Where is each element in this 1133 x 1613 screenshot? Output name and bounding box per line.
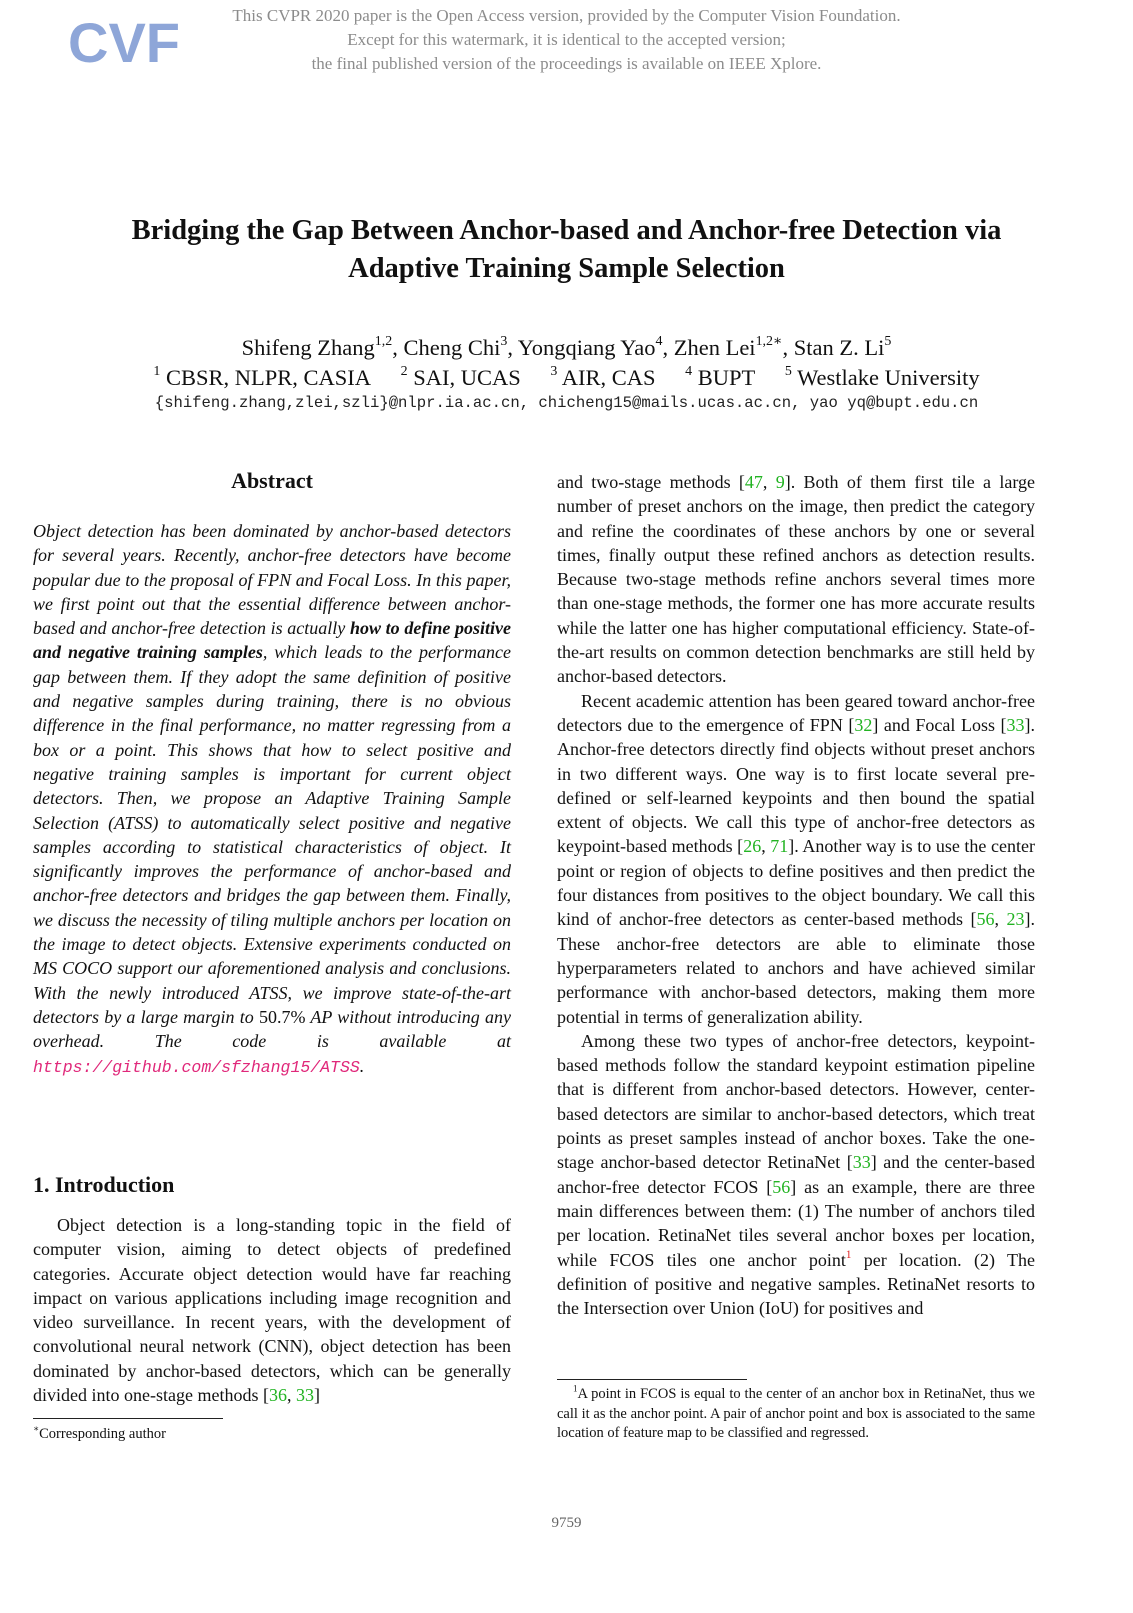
body-text: ] as an example, there are three main differences between them: (1) The number of anchors tiled per location. RetinaNet tiles several anchor boxes per location, while FCOS tiles one anchor point — [557, 1176, 1035, 1270]
affiliation — [401, 365, 521, 390]
code-url-link[interactable]: https://github.com/sfzhang15/ATSS — [33, 1057, 360, 1077]
footnote-text: Corresponding author — [39, 1426, 166, 1442]
intro-body-right — [557, 470, 1035, 1320]
paper-title-line-1: Bridging the Gap Between Anchor-based and Anchor-free Detection via — [131, 215, 1002, 246]
footnote-mark-link[interactable]: 1 — [845, 1248, 852, 1261]
abstract-ap-value: 50.7% — [258, 1006, 306, 1027]
affiliation-name: CBSR, NLPR, CASIA — [165, 365, 372, 390]
body-text: , — [762, 472, 776, 492]
body-text: Among these two types of anchor-free detectors, keypoint-based methods follow the standard keypoint estimation pipeline that is different from anchor-based detectors. However, center-based detectors are similar to anchor-based detectors, which treat points as preset samples instead of anchor boxes. Take the one-stage anchor-based detector RetinaNet [ — [557, 1030, 1035, 1173]
citation-link[interactable]: 56 — [772, 1176, 791, 1197]
affiliation — [685, 365, 755, 390]
author-name: Yongqiang Yao — [517, 335, 656, 360]
cvf-logo-text: CVF — [68, 11, 180, 74]
footnote-mark: ∗ — [33, 1423, 40, 1434]
abstract-text: , which leads to the performance gap between them. If they adopt the same definition of positive and negative samples during training, there is no obvious difference in the final performance, no matter regressing from a box or a point. This shows that how to select positive and negative training samples is important for current object detectors. Then, we propose an Adaptive Training Sample Selection (ATSS) to automatically select positive and negative samples according to statistical characteristics of object. It significantly improves the performance of anchor-based and anchor-free detectors and bridges the gap between them. Finally, we discuss the necessity of tiling multiple anchors per location on the image to detect objects. Extensive experiments conducted on MS COCO support our aforementioned analysis and conclusions. With the newly introduced ATSS, we improve state-of-the-art detectors by a large margin to — [33, 642, 511, 1027]
abstract-body — [33, 519, 511, 1080]
footnote-corresponding-author — [33, 1424, 166, 1444]
body-text: ]. These anchor-free detectors are able to eliminate those hyperparameters related to anchors and have achieved similar performance with anchor-based detectors, making them more potential in terms of generalization ability. — [557, 909, 1036, 1027]
affiliation-mark: 2 — [400, 363, 408, 379]
affiliation-name: SAI, UCAS — [413, 365, 521, 390]
citation-link[interactable]: 33 — [1006, 714, 1025, 735]
citation-link[interactable]: 9 — [775, 472, 785, 492]
author-list — [60, 333, 1073, 363]
author-affiliation-mark: 1,2∗ — [755, 333, 783, 349]
body-text: and two-stage methods [ — [557, 472, 745, 492]
body-text: ]. Another way is to use the center point or region of objects to define positives and then predict the four distances from positives to the object boundary. We call this kind of anchor-free detectors as center-based methods [ — [557, 836, 1035, 930]
body-text: Object detection is a long-standing topic in the field of computer vision, aiming to detect objects of predefined categories. Accurate object detection would have far reaching impact on various applications including image recognition and video surveillance. In recent years, with the development of convolutional neural network (CNN), object detection has been dominated by anchor-based detectors, which can be generally divided into one-stage methods [ — [33, 1215, 511, 1406]
affiliation-mark: 5 — [784, 363, 792, 379]
author-name: Zhen Lei — [673, 335, 756, 360]
citation-link[interactable]: 33 — [852, 1152, 871, 1173]
watermark-line-3: the final published version of the proceedings is available on IEEE Xplore. — [311, 54, 822, 73]
body-text: , — [761, 836, 771, 857]
abstract-text: Object detection has been dominated by anchor-based detectors for several years. Recently, anchor-free detectors have become popular due to the proposal of FPN and Focal Loss. In this paper, we first point out that the essential difference between anchor-based and anchor-free detection is actually — [33, 521, 511, 639]
intro-paragraph — [557, 689, 1035, 1029]
affiliation-mark: 4 — [685, 363, 693, 379]
citation-link[interactable]: 71 — [770, 836, 789, 857]
author-affiliation-mark: 1,2 — [374, 333, 393, 349]
author-separator: , — [507, 335, 518, 360]
body-text: , — [994, 909, 1007, 930]
author-separator: , — [782, 335, 794, 360]
paper-title-line-2: Adaptive Training Sample Selection — [348, 253, 785, 284]
abstract-emphasis: how to define positive and negative training samples — [33, 618, 511, 663]
intro-paragraph — [557, 470, 1035, 689]
affiliation-mark: 3 — [550, 363, 558, 379]
author-name: Stan Z. Li — [793, 335, 885, 360]
watermark-line-2: Except for this watermark, it is identical to the accepted version; — [347, 30, 786, 49]
affiliation-name: AIR, CAS — [561, 365, 656, 390]
author-separator: , — [392, 335, 404, 360]
body-text: Recent academic attention has been geared toward anchor-free detectors due to the emergence of FPN [ — [557, 690, 1035, 735]
footnote-divider — [557, 1379, 747, 1380]
page-number: 9759 — [551, 1515, 582, 1531]
body-text: ] — [313, 1385, 320, 1406]
abstract-text: AP without introducing any overhead. The code is available at — [33, 1006, 511, 1052]
body-text: ] and the center-based anchor-free detector FCOS [ — [557, 1152, 1035, 1197]
affiliation — [153, 365, 371, 390]
body-text: per location. (2) The definition of positive and negative samples. RetinaNet resorts to the Intersection over Union (IoU) for positives and — [557, 1249, 1035, 1319]
footnote-mark: 1 — [573, 1383, 578, 1394]
citation-link[interactable]: 47 — [744, 472, 763, 492]
citation-link[interactable]: 36 — [268, 1385, 287, 1406]
body-text: ]. Anchor-free detectors directly find objects without preset anchors in two different ways. One way is to first locate several pre-defined or self-learned keypoints and then bound the spatial extent of objects. We call this type of anchor-free detectors as keypoint-based methods [ — [557, 714, 1035, 857]
author-affiliation-mark: 3 — [500, 333, 508, 349]
abstract-paragraph — [33, 519, 511, 1080]
affiliation — [550, 365, 655, 390]
affiliation-list — [60, 363, 1073, 393]
watermark-line-1: This CVPR 2020 paper is the Open Access version, provided by the Computer Vision Foundation. — [232, 6, 901, 25]
footnote-divider — [33, 1418, 223, 1419]
affiliation-name: BUPT — [697, 365, 756, 390]
open-access-watermark — [150, 4, 983, 76]
author-emails: {shifeng.zhang,zlei,szli}@nlpr.ia.ac.cn, chicheng15@mails.ucas.ac.cn, yao yq@bupt.edu.cn — [154, 394, 979, 412]
intro-heading: 1. Introduction — [33, 1172, 175, 1197]
author-separator: , — [662, 335, 674, 360]
footnote-anchor-point — [557, 1385, 1035, 1444]
citation-link[interactable]: 33 — [295, 1385, 314, 1406]
author-affiliation-mark: 5 — [884, 333, 892, 349]
citation-link[interactable]: 56 — [976, 909, 995, 930]
affiliation-mark: 1 — [153, 363, 161, 379]
footnote-paragraph — [557, 1385, 1035, 1444]
body-text: , — [286, 1385, 296, 1406]
body-text: ] and Focal Loss [ — [872, 714, 1007, 735]
author-name: Cheng Chi — [403, 335, 501, 360]
author-name: Shifeng Zhang — [241, 335, 375, 360]
intro-body-left — [33, 1213, 511, 1407]
intro-paragraph — [33, 1213, 511, 1407]
body-text: ]. Both of them first tile a large number of preset anchors on the image, then predict the category and refine the coordinates of these anchors by one or several times, finally output these refined anchors as detection results. Because two-stage methods refine anchors several times more than one-stage methods, the former one has more accurate results while the latter one has higher computational efficiency. State-of-the-art results on common detection benchmarks are still held by anchor-based detectors. — [557, 472, 1035, 687]
paper-title — [60, 212, 1073, 288]
affiliation-name: Westlake University — [797, 365, 980, 390]
citation-link[interactable]: 26 — [743, 836, 762, 857]
affiliation — [785, 365, 980, 390]
author-affiliation-mark: 4 — [655, 333, 663, 349]
citation-link[interactable]: 32 — [854, 714, 873, 735]
abstract-text: . — [359, 1055, 365, 1076]
footnote-text: A point in FCOS is equal to the center of an anchor box in RetinaNet, thus we call it as the anchor point. A pair of anchor point and box is associated to the same location of feature map to be classified and regressed. — [557, 1386, 1035, 1441]
cvf-logo — [66, 10, 180, 74]
intro-paragraph — [557, 1029, 1035, 1321]
abstract-heading: Abstract — [231, 468, 313, 493]
citation-link[interactable]: 23 — [1006, 909, 1025, 930]
